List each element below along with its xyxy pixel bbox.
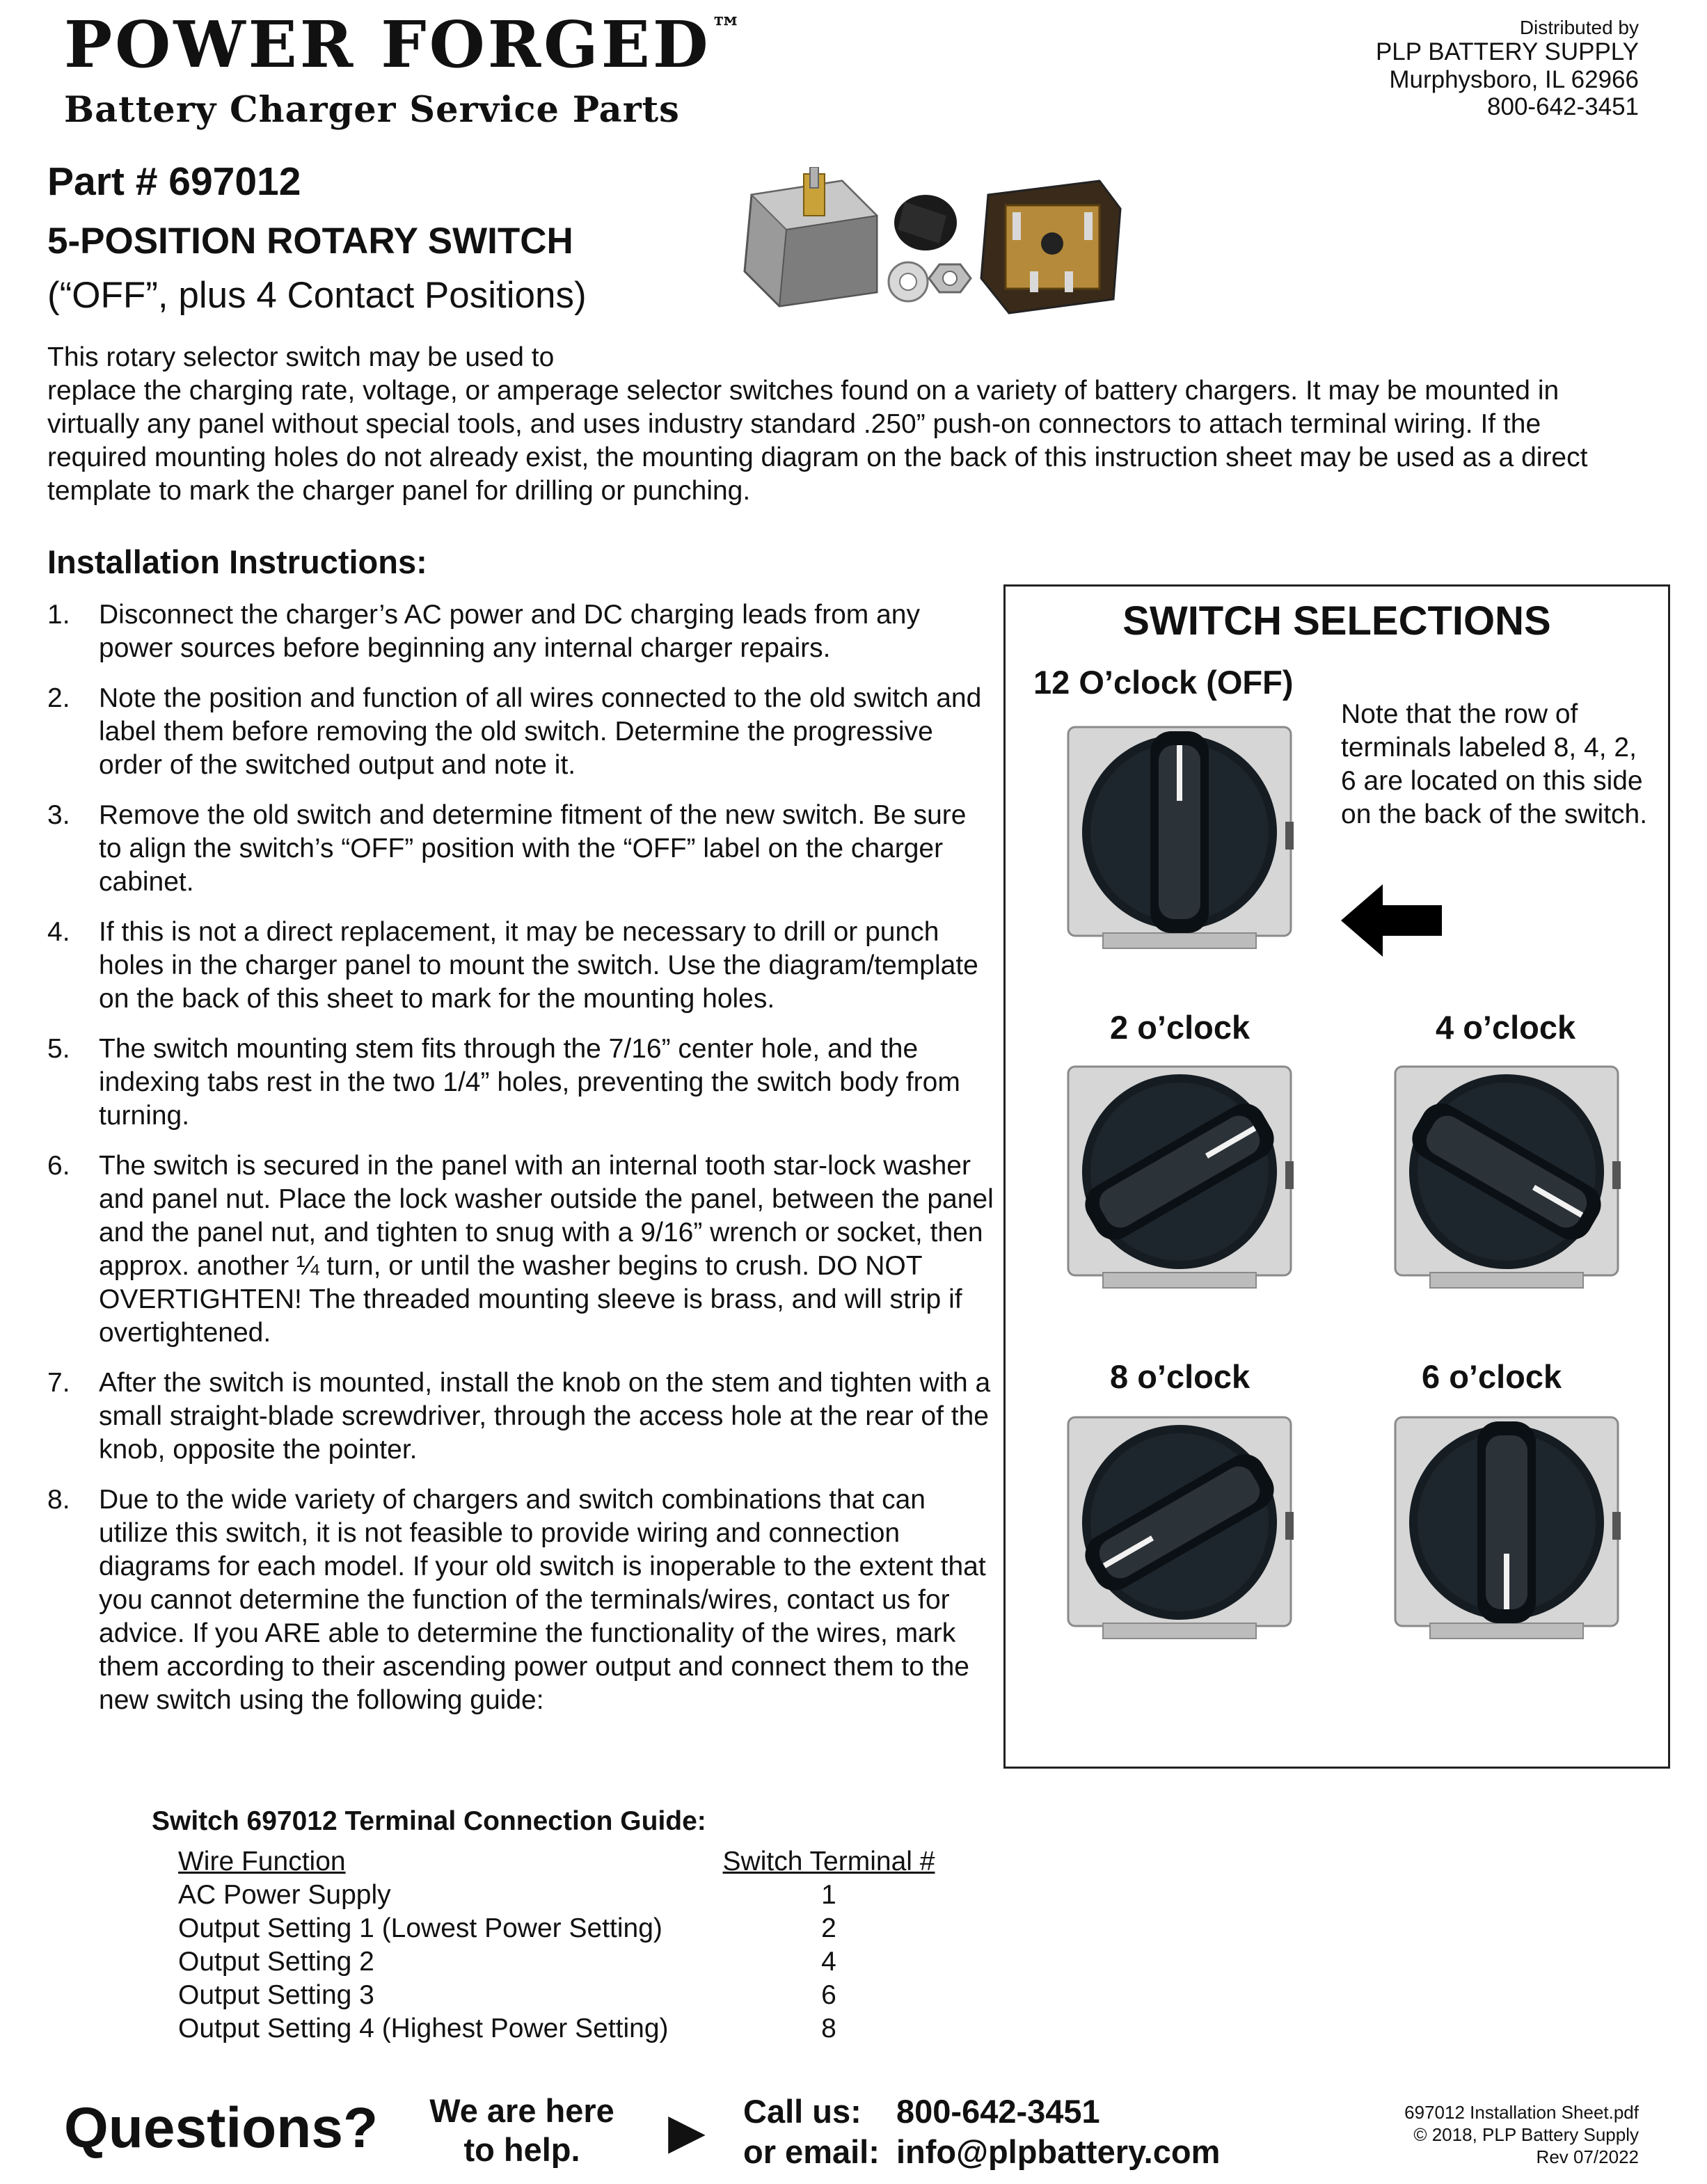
knob-photo-4-oclock [1388, 1057, 1625, 1293]
table-row [178, 2012, 944, 2046]
distributor-block [1376, 17, 1639, 120]
list-item [47, 1149, 994, 1350]
table-row [178, 1879, 944, 1912]
table-row [178, 1979, 944, 2012]
email-link[interactable]: info@plpbattery.com [896, 2133, 1221, 2170]
list-item [47, 682, 994, 782]
step-text: Remove the old switch and determine fitment of the new switch. Be sure to align the switch’s “OFF” position with the “OFF” label on the charger cabinet. [99, 800, 967, 897]
step-number: 6. [47, 1151, 70, 1181]
brand-title [64, 7, 742, 82]
list-item [47, 598, 994, 665]
terminal-guide-table [178, 1845, 944, 2046]
list-item [47, 799, 994, 899]
trademark: ™ [710, 11, 742, 47]
list-item [47, 1033, 994, 1133]
step-number: 1. [47, 600, 70, 630]
distributor-label: Distributed by [1519, 17, 1639, 38]
revision: Rev 07/2022 [1536, 2146, 1639, 2167]
step-text: The switch mounting stem fits through the 7/16” center hole, and the indexing tabs rest in the two 1/4” holes, preventing the switch body from turning. [99, 1034, 960, 1131]
switch-terminal: 2 [821, 1913, 836, 1943]
step-text: The switch is secured in the panel with an internal tooth star-lock washer and panel nut. Place the lock washer outside the panel, between the panel and the panel nut, and tighten to snug with a 9/16” wrench or socket, then approx. another ¼ turn, or until the washer begins to crush. DO NOT OVERTIGHTEN! The threaded mounting sleeve is brass, and will strip if overtightened. [99, 1151, 994, 1348]
step-number: 8. [47, 1485, 70, 1515]
step-number: 4. [47, 917, 70, 947]
help-line-2: to help. [463, 2131, 580, 2168]
wire-function: Output Setting 1 (Lowest Power Setting) [178, 1913, 662, 1943]
distributor-name: PLP BATTERY SUPPLY [1375, 38, 1639, 66]
footer-contact [743, 2091, 1220, 2172]
table-row [178, 1912, 944, 1945]
brand-name: POWER FORGED [64, 7, 711, 82]
product-photo [738, 167, 1127, 320]
switch-terminal: 8 [821, 2014, 836, 2043]
step-text: If this is not a direct replacement, it may be necessary to drill or punch holes in the charger panel to mount the switch. Use the diagram/template on the back of this sheet to mark for the mounting holes. [99, 917, 978, 1014]
play-arrow-icon: ▶ [668, 2104, 706, 2158]
installation-steps [47, 598, 994, 1734]
wire-function: AC Power Supply [178, 1880, 391, 1910]
phone-link[interactable]: 800-642-3451 [896, 2093, 1100, 2130]
list-item [47, 1366, 994, 1467]
step-text: Disconnect the charger’s AC power and DC charging leads from any power sources before beginning any internal charger repairs. [99, 600, 920, 663]
footer-questions: Questions? [64, 2096, 379, 2160]
knob-label-2-oclock: 2 o’clock [1110, 1009, 1251, 1046]
part-note: (“OFF”, plus 4 Contact Positions) [47, 275, 587, 316]
distributor-phone: 800-642-3451 [1487, 93, 1639, 120]
switch-selections-box [1003, 584, 1670, 1769]
table-row [178, 1945, 944, 1979]
footer-help [418, 2091, 626, 2169]
installation-heading: Installation Instructions: [47, 543, 427, 580]
part-number: Part # 697012 [47, 159, 301, 204]
knob-label-8-oclock: 8 o’clock [1110, 1358, 1251, 1395]
wire-function: Output Setting 2 [178, 1947, 374, 1977]
arrow-left-icon [1341, 879, 1445, 962]
step-text: Due to the wide variety of chargers and switch combinations that can utilize this switch, it is not feasible to provide wiring and connection diagrams for each model. If your old switch is inoperable to the extent that you cannot determine the function of the terminals/wires, contact us for advice. If you ARE able to determine the functionality of the wires, mark them according to their ascending power output and connect them to the new switch using the following guide: [99, 1485, 986, 1715]
step-number: 2. [47, 683, 70, 713]
switch-selections-title: SWITCH SELECTIONS [1122, 598, 1551, 644]
help-line-1: We are here [429, 2092, 614, 2129]
guide-heading: Switch 697012 Terminal Connection Guide: [152, 1806, 706, 1836]
knob-photo-8-oclock [1061, 1408, 1298, 1644]
part-name: 5-POSITION ROTARY SWITCH [47, 221, 573, 262]
call-label: Call us: [743, 2093, 862, 2130]
distributor-city: Murphysboro, IL 62966 [1389, 65, 1639, 93]
brand-subtitle: Battery Charger Service Parts [64, 89, 680, 131]
column-header-switch-terminal: Switch Terminal # [722, 1847, 935, 1876]
knob-label-6-oclock: 6 o’clock [1422, 1358, 1562, 1395]
intro-line-1: This rotary selector switch may be used to [47, 342, 555, 372]
wire-function: Output Setting 4 (Highest Power Setting) [178, 2014, 669, 2043]
list-item [47, 916, 994, 1016]
copyright: © 2018, PLP Battery Supply [1413, 2124, 1639, 2145]
intro-rest: replace the charging rate, voltage, or amperage selector switches found on a variety of battery chargers. It may be mounted in virtually any panel without special tools, and uses industry standard .250” push-on connectors to attach terminal wiring. If the required mounting holes do not already exist, the mounting diagram on the back of this instruction sheet may be used as a direct template to mark the charger panel for drilling or punching. [47, 376, 1588, 506]
list-item [47, 1483, 994, 1717]
file-name: 697012 Installation Sheet.pdf [1404, 2102, 1639, 2123]
knob-label-4-oclock: 4 o’clock [1436, 1009, 1576, 1046]
footer-meta [1404, 2101, 1639, 2168]
step-text: Note the position and function of all wires connected to the old switch and label them before removing the old switch. Determine the progressive order of the switched output and note it. [99, 683, 982, 780]
terminal-side-note: Note that the row of terminals labeled 8, 4, 2, 6 are located on this side on the back of the switch. [1341, 699, 1648, 829]
table-header-row [178, 1845, 944, 1879]
column-header-wire-function: Wire Function [178, 1847, 346, 1876]
intro-paragraph [47, 341, 1648, 508]
step-text: After the switch is mounted, install the knob on the stem and tighten with a small straight-blade screwdriver, through the access hole at the rear of the knob, opposite the pointer. [99, 1368, 991, 1465]
switch-terminal: 1 [821, 1880, 836, 1910]
step-number: 7. [47, 1368, 70, 1398]
email-label: or email: [743, 2133, 880, 2170]
knob-label-off: 12 O’clock (OFF) [1033, 664, 1294, 701]
knob-photo-off [1061, 717, 1298, 954]
switch-terminal: 6 [821, 1980, 836, 2010]
wire-function: Output Setting 3 [178, 1980, 374, 2010]
step-number: 3. [47, 800, 70, 830]
switch-terminal: 4 [821, 1947, 836, 1977]
step-number: 5. [47, 1034, 70, 1064]
knob-photo-6-oclock [1388, 1408, 1625, 1644]
knob-photo-2-oclock [1061, 1057, 1298, 1293]
